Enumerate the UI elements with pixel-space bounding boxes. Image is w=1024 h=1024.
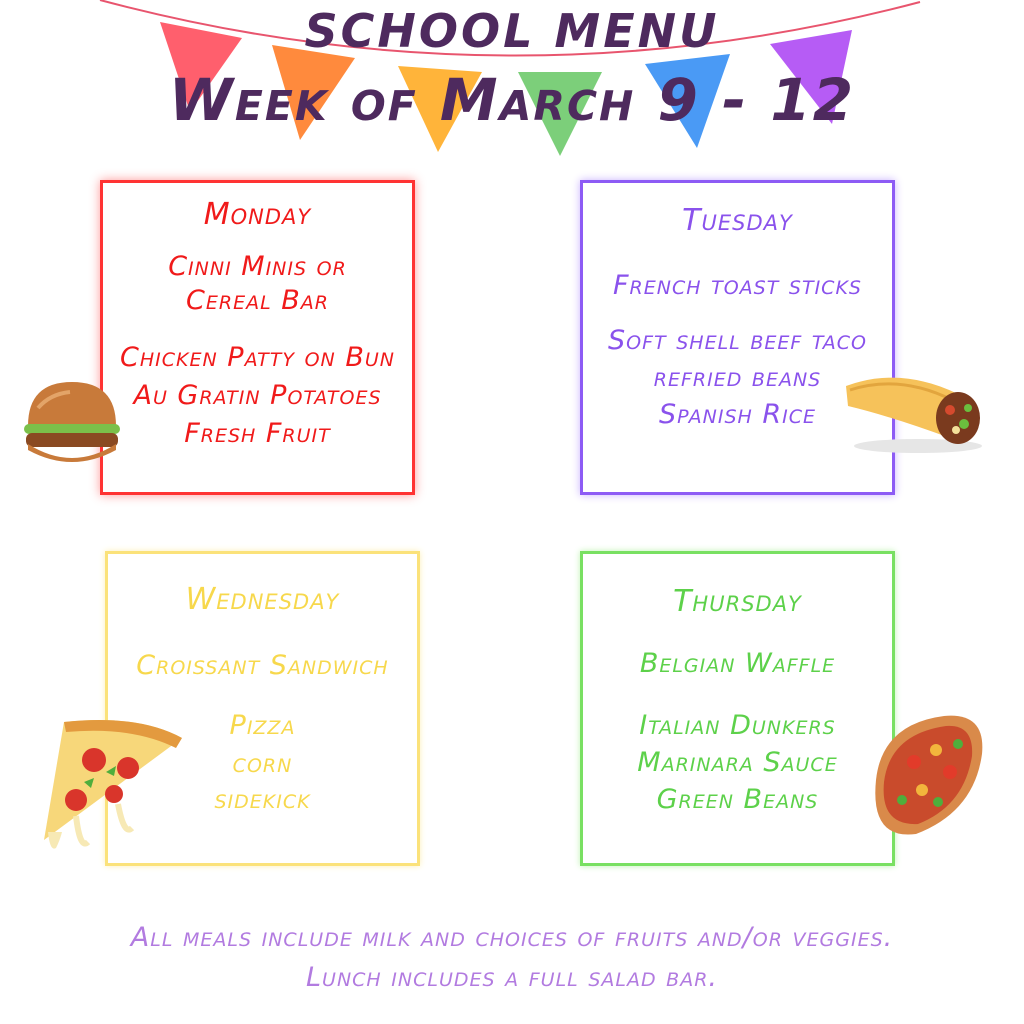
page-subtitle: Week of March 9 - 12 [168,66,856,134]
breakfast-item: Cereal Bar [186,285,329,316]
lunch-item: Soft shell beef taco [608,325,867,356]
footer-note: Lunch includes a full salad bar. [306,962,718,993]
lunch-item: Pizza [229,710,296,741]
burger-icon [20,378,124,470]
lunch-item: refried beans [653,362,822,393]
lunch-item: Spanish Rice [658,399,817,430]
lunch-item: Green Beans [656,784,819,815]
pizza-slice-icon [28,712,188,862]
footer-note: All meals include milk and choices of fruits and/or veggies. [130,922,894,953]
burrito-icon [840,366,990,456]
lunch-item: corn [232,748,293,779]
breakfast-item: French toast sticks [613,270,862,301]
lunch-item: Au Gratin Potatoes [133,380,382,411]
day-heading-monday: Monday [203,197,312,232]
day-heading-thursday: Thursday [673,584,802,619]
breakfast-item: Croissant Sandwich [136,650,389,681]
breakfast-item: Belgian Waffle [639,648,836,679]
lunch-item: Fresh Fruit [184,418,331,449]
bruschetta-icon [862,710,988,842]
lunch-item: Chicken Patty on Bun [120,342,395,373]
thursday-menu-card [580,551,895,866]
day-heading-tuesday: Tuesday [682,203,793,238]
lunch-item: Marinara Sauce [637,747,838,778]
day-heading-wednesday: Wednesday [185,582,340,617]
page-title: SCHOOL MENU [304,4,720,58]
lunch-item: sidekick [214,784,311,815]
breakfast-item: Cinni Minis or [168,251,347,282]
lunch-item: Italian Dunkers [639,710,836,741]
monday-menu-card [100,180,415,495]
